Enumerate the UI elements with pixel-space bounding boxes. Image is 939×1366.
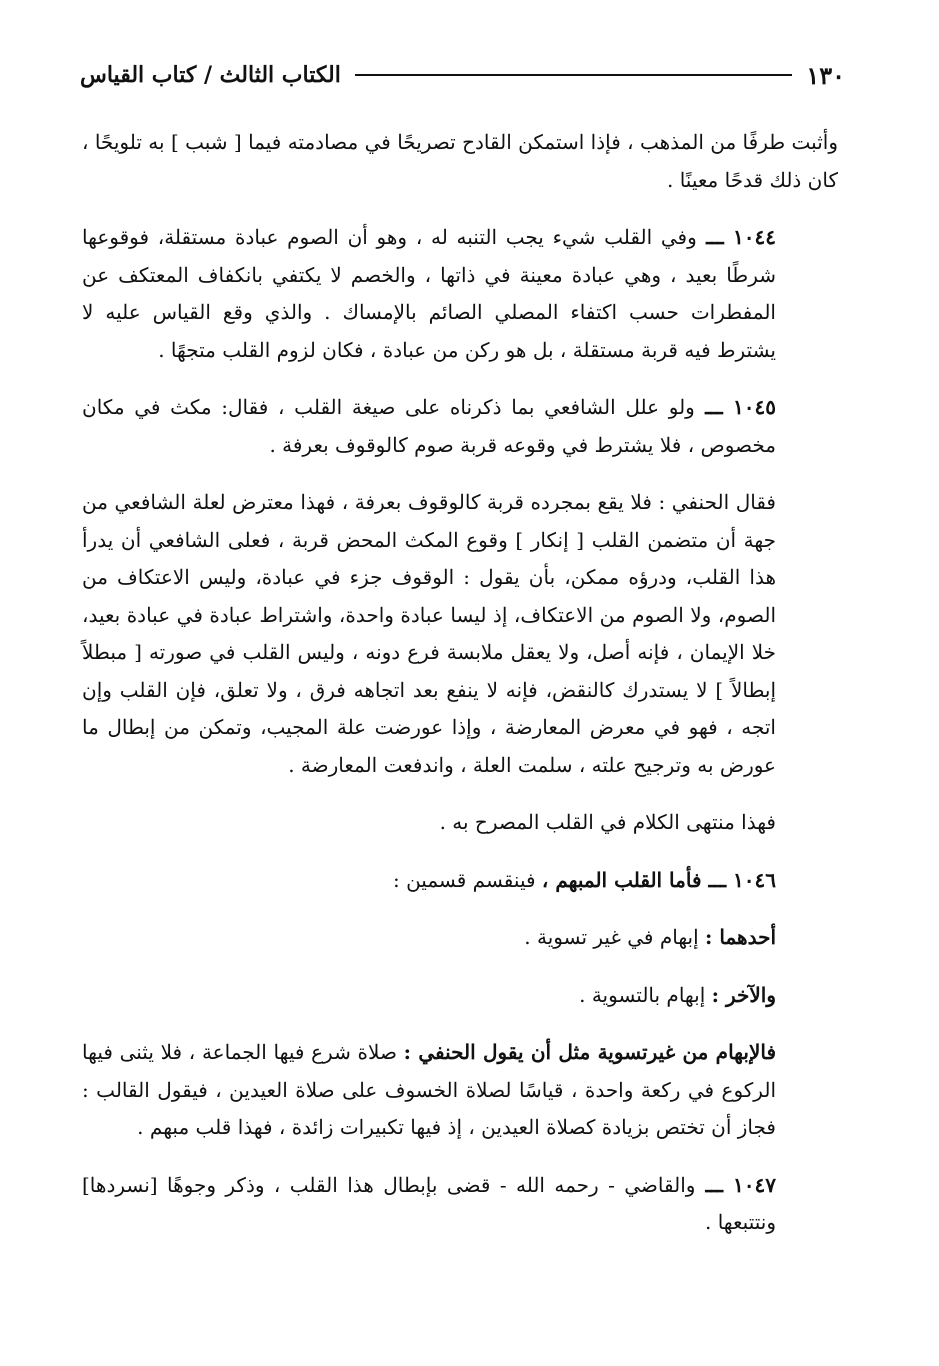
paragraph-text: فهذا منتهى الكلام في القلب المصرح به . bbox=[439, 810, 776, 834]
page-body bbox=[82, 124, 838, 1242]
paragraph-1046 bbox=[82, 862, 838, 900]
paragraph-number: ١٠٤٥ bbox=[733, 395, 776, 419]
paragraph-text: إبهام بالتسوية . bbox=[579, 982, 706, 1007]
bold-lead: فالإبهام من غيرتسوية مثل أن يقول الحنفي : bbox=[403, 1040, 777, 1064]
running-title: الكتاب الثالث / كتاب القياس bbox=[80, 62, 341, 88]
paragraph-1 bbox=[82, 124, 838, 199]
paragraph-text: وفي القلب شيء يجب التنبه له ، وهو أن الصوم عبادة مستقلة، فوقوعها شرطًا بعيد ، وهي عبادة معينة في ذاتها ، والخصم لا يكتفي بانكفاف المعتكف عن المفطرات حسب اكتفاء المصلي الصائم بالإمساك . والذي وقع القياس عليه لا يشترط فيه قربة مستقلة ، بل هو ركن من عبادة ، فكان لزوم القلب متجهًا . bbox=[82, 225, 776, 362]
bold-lead: فأما القلب المبهم ، bbox=[541, 867, 702, 892]
paragraph-example bbox=[82, 1034, 838, 1147]
paragraph-1045 bbox=[82, 389, 838, 464]
paragraph-hanafi-reply bbox=[82, 484, 838, 784]
paragraph-text: فقال الحنفي : فلا يقع بمجرده قربة كالوقوف بعرفة ، فهذا معترض لعلة الشافعي من جهة أن متضمن القلب [ إنكار ] وقوع المكث المحض قربة ، فعلى الشافعي أن يدرأ هذا القلب، ودرؤه ممكن، بأن يقول : الوقوف جزء في عبادة، وليس الاعتكاف من الصوم، ولا الصوم من الاعتكاف، إذ ليسا عبادة واحدة، واشتراط عبادة في عبادة بعيد، خلا الإيمان ، فإنه أصل، ولا يعقل ملابسة فرع دونه ، وليس القلب في صورته [ مبطلاً إبطالاً ] لا يستدرك كالنقض، فإنه لا ينفع بعد اتجاهه فرق ، ولا تعلق، فإن القلب وإن اتجه ، فهو في معرض المعارضة ، وإذا عورضت علة المجيب، وتمكن من إبطال ما عورض به وترجيح علته ، سلمت العلة ، واندفعت المعارضة . bbox=[82, 490, 776, 777]
paragraph-number: ١٠٤٦ bbox=[733, 867, 776, 892]
header-rule bbox=[355, 74, 793, 76]
page-header bbox=[80, 55, 845, 95]
dash-separator: ـــ bbox=[695, 1172, 734, 1197]
bold-lead: أحدهما : bbox=[705, 925, 776, 949]
paragraph-text: صلاة شرع فيها الجماعة ، فلا يثنى فيها الركوع في ركعة واحدة ، قياسًا لصلاة الخسوف على صلاة العيدين ، فيقول القالب : فجاز أن تختص بزيادة كصلاة العيدين ، إذ فيها تكبيرات زائدة ، فهذا قلب مبهم . bbox=[82, 1040, 776, 1139]
paragraph-text: إبهام في غير تسوية . bbox=[524, 925, 699, 949]
paragraph-text: والقاضي - رحمه الله - قضى بإبطال هذا القلب ، وذكر وجوهًا [نسردها] ونتتبعها . bbox=[82, 1172, 776, 1234]
paragraph-text: ولو علل الشافعي بما ذكرناه على صيغة القلب ، فقال: مكث في مكان مخصوص ، فلا يشترط في وقوعه قربة صوم كالوقوف بعرفة . bbox=[82, 395, 776, 457]
paragraph-first-kind bbox=[82, 919, 838, 957]
dash-separator: ـــ bbox=[696, 225, 734, 249]
paragraph-text: فينقسم قسمين : bbox=[392, 867, 536, 892]
bold-lead: والآخر : bbox=[711, 982, 776, 1007]
dash-separator: ـــ bbox=[701, 867, 734, 892]
paragraph-number: ١٠٤٧ bbox=[733, 1172, 776, 1197]
paragraph-1047 bbox=[82, 1167, 838, 1242]
paragraph-1044 bbox=[82, 219, 838, 369]
dash-separator: ـــ bbox=[694, 395, 734, 419]
page-number: ١٣٠ bbox=[806, 60, 845, 90]
paragraph-text: وأثبت طرفًا من المذهب ، فإذا استمكن القادح تصريحًا في مصادمته فيما [ شبب ] به تلويحًا ، كان ذلك قدحًا معينًا . bbox=[82, 130, 838, 192]
paragraph-second-kind bbox=[82, 977, 838, 1015]
paragraph-conclusion bbox=[82, 804, 838, 842]
paragraph-number: ١٠٤٤ bbox=[733, 225, 776, 249]
